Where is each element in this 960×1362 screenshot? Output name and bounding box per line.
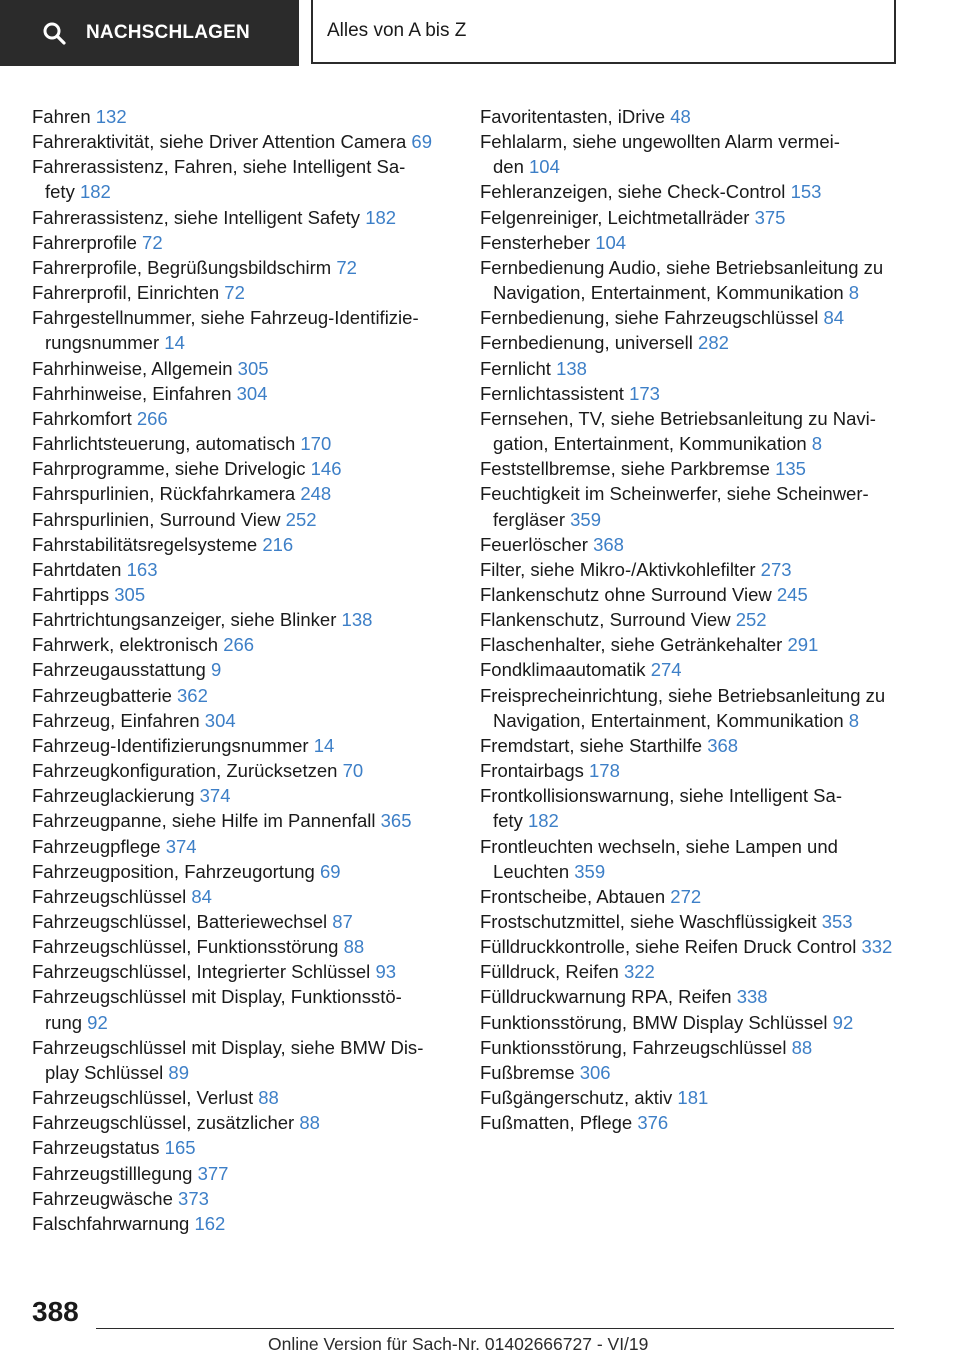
index-entry [32, 1110, 442, 1135]
index-entry-text: Fahrtdaten [32, 558, 122, 580]
index-page-link[interactable]: 163 [126, 558, 158, 580]
index-entry-text: Fahrspurlinien, Rückfahrkamera [32, 483, 296, 505]
index-entry [32, 1085, 442, 1110]
index-entry [32, 758, 442, 783]
index-entry-text: Fernlicht [480, 357, 551, 379]
index-entry [32, 683, 442, 708]
index-entry [32, 557, 442, 582]
index-entry-text: Fernlichtassistent [480, 382, 624, 404]
index-entry-text: Fondklimaautomatik [480, 659, 646, 681]
index-entry [32, 255, 442, 280]
index-entry [480, 1010, 900, 1035]
index-entry [480, 255, 900, 305]
index-entry [32, 230, 442, 255]
index-entry-text: Frontleuchten wechseln, siehe Lampen und Leuchten [480, 835, 838, 882]
index-page-link[interactable]: 72 [224, 282, 245, 304]
index-page-link[interactable]: 353 [821, 911, 853, 932]
index-entry-text: Fernsehen, TV, siehe Betriebsanleitung zu Navigation, Entertainment, Kommunikation [480, 407, 876, 455]
index-entry-text: Fahrlichtsteuerung, automatisch [32, 433, 296, 455]
index-page-link[interactable]: 14 [313, 734, 335, 756]
index-entry-text: Fahrtipps [32, 583, 110, 605]
index-page-link[interactable]: 273 [760, 558, 792, 580]
index-page-link[interactable]: 89 [168, 1061, 189, 1083]
index-page-link[interactable]: 146 [310, 458, 342, 480]
index-page-link[interactable]: 8 [848, 709, 860, 731]
index-entry [480, 733, 900, 758]
index-entry-text: Favoritentasten, iDrive [480, 106, 666, 127]
index-page-link[interactable]: 304 [204, 709, 236, 731]
index-entry-text: Fahrerprofile [32, 231, 137, 253]
index-page-link[interactable]: 72 [336, 256, 357, 278]
index-entry-text: Fahrerassistenz, siehe Intelligent Safety [32, 206, 361, 228]
index-entry [480, 532, 900, 557]
index-entry-text: Fahrzeugstatus [32, 1137, 160, 1159]
index-entry-text: Feststellbremse, siehe Parkbremse [480, 458, 770, 480]
index-page-link[interactable]: 365 [380, 810, 412, 832]
index-page-link[interactable]: 332 [861, 936, 893, 958]
index-entry-text: Fremdstart, siehe Starthilfe [480, 734, 703, 756]
index-entry [480, 104, 900, 129]
index-entry [480, 381, 900, 406]
index-page-link[interactable]: 374 [165, 835, 197, 857]
index-entry-text: Fahreraktivität, siehe Driver Attention Camera [32, 131, 407, 153]
index-entry [480, 1110, 900, 1135]
index-page-link[interactable]: 69 [411, 131, 432, 153]
index-page-link[interactable]: 368 [593, 533, 624, 555]
index-entry-text: Fahrzeugbatterie [32, 684, 172, 706]
index-entry-text: Fahrzeugpanne, siehe Hilfe im Pannenfall [32, 810, 376, 832]
index-entry-text: Flankenschutz ohne Surround View [480, 583, 772, 605]
index-entry [32, 808, 442, 833]
index-entry-text: Fahrzeugschlüssel, zusätzlicher [32, 1112, 295, 1134]
index-entry-text: Fahrzeugschlüssel, Funktionsstörung [32, 936, 339, 958]
index-page-link[interactable]: 162 [194, 1212, 226, 1234]
search-icon [42, 21, 66, 45]
index-entry-text: Falschfahrwarnung [32, 1212, 190, 1234]
index-entry-text: Fahrtrichtungsanzeiger, siehe Blinker [32, 609, 337, 631]
index-page-link[interactable]: 104 [595, 231, 627, 253]
index-entry-text: Fahrzeugschlüssel mit Display, Funktionsstörung [32, 986, 402, 1033]
index-entry [480, 582, 900, 607]
index-entry-text: Frostschutzmittel, siehe Waschflüssigkeit [480, 911, 817, 932]
index-entry [480, 330, 900, 355]
index-entry [32, 205, 442, 230]
index-column-right [480, 104, 900, 1135]
index-page-link[interactable]: 135 [775, 458, 806, 480]
index-page-link[interactable]: 48 [670, 106, 691, 127]
index-page-link[interactable]: 274 [650, 659, 682, 681]
index-entry-text: Fernbedienung Audio, siehe Betriebsanleitung zu Navigation, Entertainment, Kommunikation [480, 256, 884, 304]
index-page-link[interactable]: 266 [223, 634, 255, 656]
index-page-link[interactable]: 84 [191, 885, 212, 907]
index-entry-text: Flaschenhalter, siehe Getränkehalter [480, 634, 783, 656]
index-entry-text: Funktionsstörung, BMW Display Schlüssel [480, 1011, 828, 1033]
index-entry [32, 280, 442, 305]
index-entry [32, 406, 442, 431]
index-entry [480, 683, 900, 733]
index-page-link[interactable]: 132 [95, 106, 127, 127]
index-page-link[interactable]: 178 [589, 760, 620, 782]
index-page-link[interactable]: 322 [623, 961, 655, 983]
index-entry-text: Fahrzeugschlüssel, Verlust [32, 1087, 254, 1109]
index-entry-text: Fahrzeug, Einfahren [32, 709, 200, 731]
index-entry-text: Fahrerprofile, Begrüßungsbildschirm [32, 256, 332, 278]
index-entry-text: Fensterheber [480, 231, 591, 253]
index-page-link[interactable]: 375 [754, 206, 786, 228]
index-page-link[interactable]: 87 [332, 911, 353, 932]
index-entry-text: Fahrzeugschlüssel [32, 885, 187, 907]
index-entry [32, 1186, 442, 1211]
index-entry-text: Fahrzeuglackierung [32, 785, 195, 807]
index-page-link[interactable]: 266 [136, 407, 168, 429]
index-page-link[interactable]: 153 [790, 181, 822, 203]
index-entry [480, 934, 900, 959]
index-page-link[interactable]: 138 [556, 357, 587, 379]
index-page-link[interactable]: 14 [164, 332, 185, 354]
index-entry-text: Fahrhinweise, Allgemein [32, 357, 233, 379]
index-entry [480, 783, 900, 833]
index-page-link[interactable]: 305 [114, 583, 146, 605]
index-page-link[interactable]: 84 [823, 307, 845, 329]
index-page-link[interactable]: 92 [832, 1011, 854, 1033]
index-entry-text: Fahren [32, 106, 91, 127]
index-page-link[interactable]: 104 [529, 156, 560, 178]
index-entry [480, 984, 900, 1009]
index-entry [480, 632, 900, 657]
index-page-link[interactable]: 338 [736, 986, 768, 1008]
index-page-link[interactable]: 181 [677, 1087, 709, 1109]
index-entry [32, 381, 442, 406]
index-entry-text: Freisprecheinrichtung, siehe Betriebsanleitung zu Navigation, Entertainment, Kommunikation [480, 684, 886, 731]
index-page-link[interactable]: 88 [258, 1087, 279, 1109]
index-entry-text: Fußbremse [480, 1061, 575, 1083]
index-page-link[interactable]: 216 [262, 533, 294, 555]
index-entry-text: Feuerlöscher [480, 533, 588, 555]
index-entry-text: Funktionsstörung, Fahrzeugschlüssel [480, 1036, 787, 1058]
index-page-link[interactable]: 304 [236, 382, 268, 404]
index-entry [480, 230, 900, 255]
index-page-link[interactable]: 248 [300, 483, 332, 505]
index-page-link[interactable]: 377 [197, 1162, 229, 1184]
index-entry-text: Fülldruckkontrolle, siehe Reifen Druck Control [480, 936, 857, 958]
index-entry [32, 632, 442, 657]
index-entry [480, 959, 900, 984]
index-entry-text: Fahrzeugposition, Fahrzeugortung [32, 860, 315, 882]
index-entry [480, 884, 900, 909]
index-entry [32, 532, 442, 557]
index-page-link[interactable]: 359 [570, 508, 601, 530]
chapter-title: Alles von A bis Z [327, 20, 467, 41]
index-entry [32, 984, 442, 1034]
index-page-link[interactable]: 368 [707, 734, 739, 756]
index-entry [32, 657, 442, 682]
index-entry [480, 205, 900, 230]
index-page-link[interactable]: 92 [87, 1011, 108, 1033]
index-entry-text: Filter, siehe Mikro-/Aktivkohlefilter [480, 558, 756, 580]
index-entry-text: Fahrzeugpflege [32, 835, 161, 857]
index-page-link[interactable]: 291 [787, 634, 819, 656]
index-entry [480, 406, 900, 456]
index-page-link[interactable]: 88 [791, 1036, 813, 1058]
index-page-link[interactable]: 252 [735, 609, 767, 631]
index-entry [32, 507, 442, 532]
index-entry-text: Fahrkomfort [32, 407, 132, 429]
index-page-link[interactable]: 376 [637, 1112, 669, 1134]
index-entry [32, 909, 442, 934]
index-page-link[interactable]: 305 [237, 357, 269, 379]
index-entry-text: Fernbedienung, universell [480, 332, 693, 354]
index-page-link[interactable]: 182 [79, 181, 111, 203]
index-entry [32, 129, 442, 154]
index-entry-text: Fülldruck, Reifen [480, 961, 619, 983]
index-entry [32, 708, 442, 733]
index-entry-text: Fehlalarm, siehe ungewollten Alarm vermeiden [480, 131, 840, 178]
index-entry [480, 834, 900, 884]
index-page-link[interactable]: 362 [177, 684, 208, 706]
index-page-link[interactable]: 9 [210, 659, 222, 681]
index-entry-text: Fahrstabilitätsregelsysteme [32, 533, 258, 555]
index-entry [32, 607, 442, 632]
index-entry [32, 154, 442, 204]
index-page-link[interactable]: 72 [142, 231, 163, 253]
index-entry [32, 481, 442, 506]
index-entry-text: Fahrzeugschlüssel, Integrierter Schlüssel [32, 961, 371, 983]
index-page-link[interactable]: 70 [342, 760, 364, 782]
index-page-link[interactable]: 165 [164, 1137, 196, 1159]
index-entry-text: Fahrzeugwäsche [32, 1187, 173, 1209]
index-entry [480, 909, 900, 934]
index-entry-text: Fahrgestellnummer, siehe Fahrzeug-Identifizierungsnummer [32, 307, 419, 354]
index-entry-text: Fahrerprofil, Einrichten [32, 282, 220, 304]
index-entry-text: Felgenreiniger, Leichtmetallräder [480, 206, 750, 228]
index-entry [480, 657, 900, 682]
index-entry-text: Fahrzeugstilllegung [32, 1162, 193, 1184]
index-entry-text: Fehleranzeigen, siehe Check-Control [480, 181, 786, 203]
index-entry [32, 733, 442, 758]
index-entry-text: Fahrerassistenz, Fahren, siehe Intelligent Safety [32, 156, 406, 203]
index-page-link[interactable]: 282 [698, 332, 729, 354]
index-entry-text: Fahrspurlinien, Surround View [32, 508, 281, 530]
index-page-link[interactable]: 182 [527, 810, 559, 832]
index-entry [480, 456, 900, 481]
index-entry [32, 431, 442, 456]
index-entry-text: Flankenschutz, Surround View [480, 609, 731, 631]
index-entry [32, 456, 442, 481]
index-page-link[interactable]: 88 [343, 936, 365, 958]
index-page-link[interactable]: 374 [199, 785, 231, 807]
index-entry-text: Fülldruckwarnung RPA, Reifen [480, 986, 732, 1008]
index-page-link[interactable]: 252 [285, 508, 317, 530]
index-page-link[interactable]: 173 [629, 382, 660, 404]
index-entry [32, 104, 442, 129]
index-entry [32, 1035, 442, 1085]
online-version-text: Online Version für Sach-Nr. 01402666727 - VI/19 [268, 1334, 649, 1354]
index-entry [32, 356, 442, 381]
index-entry [32, 959, 442, 984]
section-label: NACHSCHLAGEN [86, 22, 250, 43]
index-page-link[interactable]: 138 [341, 609, 373, 631]
index-entry-text: Frontscheibe, Abtauen [480, 885, 666, 907]
index-entry [480, 758, 900, 783]
index-entry-text: Fernbedienung, siehe Fahrzeugschlüssel [480, 307, 819, 329]
index-entry [32, 884, 442, 909]
index-entry [32, 1211, 442, 1236]
index-entry [32, 1135, 442, 1160]
index-page-link[interactable]: 272 [670, 885, 702, 907]
index-entry [32, 859, 442, 884]
index-page-link[interactable]: 359 [574, 860, 606, 882]
index-entry-text: Fahrzeugschlüssel mit Display, siehe BMW Display Schlüssel [32, 1036, 424, 1083]
index-entry-text: Fußgängerschutz, aktiv [480, 1087, 673, 1109]
index-entry [480, 179, 900, 204]
index-entry [480, 1060, 900, 1085]
index-entry [32, 834, 442, 859]
index-entry [32, 582, 442, 607]
index-entry-text: Fahrzeugkonfiguration, Zurücksetzen [32, 760, 338, 782]
index-entry [480, 356, 900, 381]
chapter-header [311, 0, 896, 64]
index-entry [480, 1035, 900, 1060]
section-tab [0, 0, 299, 66]
index-column-left [32, 104, 442, 1236]
index-entry [480, 481, 900, 531]
index-entry [480, 1085, 900, 1110]
index-entry [480, 607, 900, 632]
index-entry-text: Frontairbags [480, 760, 584, 782]
index-entry [480, 305, 900, 330]
index-entry-text: Fahrprogramme, siehe Drivelogic [32, 458, 306, 480]
index-entry-text: Fahrzeugschlüssel, Batteriewechsel [32, 911, 328, 932]
index-entry-text: Fußmatten, Pflege [480, 1112, 633, 1134]
index-page-link[interactable]: 93 [375, 961, 397, 983]
index-entry [32, 1161, 442, 1186]
index-entry [32, 305, 442, 355]
index-entry-text: Fahrzeugausstattung [32, 659, 206, 681]
index-entry-text: Feuchtigkeit im Scheinwerfer, siehe Scheinwerfergläser [480, 483, 869, 530]
index-page-link[interactable]: 8 [811, 433, 823, 455]
index-page-link[interactable]: 69 [319, 860, 341, 882]
index-entry [32, 934, 442, 959]
index-page-link[interactable]: 182 [365, 206, 397, 228]
footer-divider [96, 1328, 894, 1329]
index-entry-text: Frontkollisionswarnung, siehe Intelligent Safety [480, 785, 842, 832]
index-entry-text: Fahrwerk, elektronisch [32, 634, 219, 656]
index-page-link[interactable]: 88 [299, 1112, 320, 1134]
index-entry [480, 557, 900, 582]
index-page-link[interactable]: 373 [178, 1187, 209, 1209]
index-page-link[interactable]: 306 [579, 1061, 611, 1083]
index-entry [480, 129, 900, 179]
index-entry-text: Fahrhinweise, Einfahren [32, 382, 232, 404]
index-entry [32, 783, 442, 808]
index-page-link[interactable]: 245 [776, 583, 808, 605]
index-entry-text: Fahrzeug-Identifizierungsnummer [32, 734, 309, 756]
page-number: 388 [32, 1296, 79, 1327]
index-page-link[interactable]: 8 [848, 282, 860, 304]
index-page-link[interactable]: 170 [300, 433, 332, 455]
